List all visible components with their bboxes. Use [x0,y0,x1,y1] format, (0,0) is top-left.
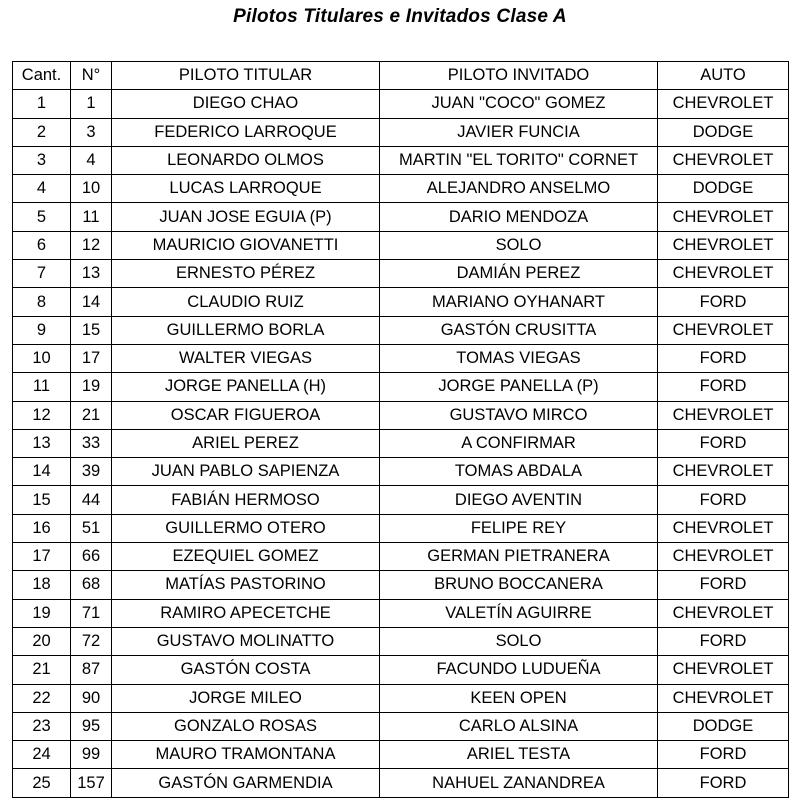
auto-cell: FORD [658,571,789,599]
cant-cell: 3 [13,146,71,174]
number-cell: 10 [71,175,112,203]
auto-cell: FORD [658,486,789,514]
piloto-invitado-cell: CARLO ALSINA [380,712,658,740]
piloto-invitado-cell: DAMIÁN PEREZ [380,260,658,288]
piloto-titular-cell: LUCAS LARROQUE [112,175,380,203]
piloto-titular-cell: MATÍAS PASTORINO [112,571,380,599]
auto-cell: CHEVROLET [658,401,789,429]
cant-cell: 13 [13,429,71,457]
number-cell: 68 [71,571,112,599]
table-row [13,514,789,542]
number-cell: 15 [71,316,112,344]
number-cell: 12 [71,231,112,259]
table-row [13,543,789,571]
auto-cell: CHEVROLET [658,599,789,627]
piloto-invitado-cell: DIEGO AVENTIN [380,486,658,514]
table-row [13,344,789,372]
number-cell: 90 [71,684,112,712]
piloto-invitado-cell: KEEN OPEN [380,684,658,712]
auto-cell: DODGE [658,118,789,146]
piloto-titular-cell: JUAN PABLO SAPIENZA [112,458,380,486]
piloto-titular-cell: GASTÓN GARMENDIA [112,769,380,797]
piloto-invitado-cell: GERMAN PIETRANERA [380,543,658,571]
number-cell: 13 [71,260,112,288]
piloto-titular-cell: GUSTAVO MOLINATTO [112,627,380,655]
auto-cell: CHEVROLET [658,458,789,486]
piloto-invitado-cell: MARIANO OYHANART [380,288,658,316]
cant-cell: 8 [13,288,71,316]
column-header-piloto-invitado: PILOTO INVITADO [380,62,658,90]
table-row [13,203,789,231]
cant-cell: 25 [13,769,71,797]
number-cell: 17 [71,344,112,372]
table-row [13,118,789,146]
auto-cell: CHEVROLET [658,656,789,684]
table-row [13,684,789,712]
column-header-number: N° [71,62,112,90]
piloto-titular-cell: JORGE PANELLA (H) [112,373,380,401]
table-row [13,627,789,655]
cant-cell: 1 [13,90,71,118]
auto-cell: DODGE [658,175,789,203]
auto-cell: CHEVROLET [658,260,789,288]
table-row [13,769,789,797]
table-row [13,599,789,627]
number-cell: 11 [71,203,112,231]
piloto-invitado-cell: GASTÓN CRUSITTA [380,316,658,344]
cant-cell: 11 [13,373,71,401]
table-row [13,429,789,457]
piloto-titular-cell: FABIÁN HERMOSO [112,486,380,514]
table-row [13,571,789,599]
piloto-invitado-cell: VALETÍN AGUIRRE [380,599,658,627]
number-cell: 33 [71,429,112,457]
table-row [13,401,789,429]
piloto-titular-cell: MAURO TRAMONTANA [112,741,380,769]
piloto-invitado-cell: SOLO [380,627,658,655]
cant-cell: 7 [13,260,71,288]
number-cell: 4 [71,146,112,174]
table-body [13,90,789,797]
table-row [13,656,789,684]
number-cell: 66 [71,543,112,571]
cant-cell: 22 [13,684,71,712]
table-row [13,486,789,514]
number-cell: 44 [71,486,112,514]
number-cell: 157 [71,769,112,797]
cant-cell: 16 [13,514,71,542]
table-row [13,741,789,769]
auto-cell: CHEVROLET [658,684,789,712]
piloto-invitado-cell: JORGE PANELLA (P) [380,373,658,401]
table-row [13,316,789,344]
number-cell: 21 [71,401,112,429]
table-row [13,90,789,118]
table-row [13,458,789,486]
auto-cell: CHEVROLET [658,90,789,118]
number-cell: 3 [71,118,112,146]
piloto-invitado-cell: GUSTAVO MIRCO [380,401,658,429]
cant-cell: 15 [13,486,71,514]
cant-cell: 24 [13,741,71,769]
piloto-invitado-cell: FACUNDO LUDUEÑA [380,656,658,684]
number-cell: 1 [71,90,112,118]
piloto-invitado-cell: FELIPE REY [380,514,658,542]
piloto-titular-cell: EZEQUIEL GOMEZ [112,543,380,571]
page-title: Pilotos Titulares e Invitados Clase A [233,6,567,27]
piloto-titular-cell: GUILLERMO OTERO [112,514,380,542]
piloto-titular-cell: JORGE MILEO [112,684,380,712]
number-cell: 14 [71,288,112,316]
auto-cell: DODGE [658,712,789,740]
cant-cell: 17 [13,543,71,571]
auto-cell: CHEVROLET [658,316,789,344]
cant-cell: 10 [13,344,71,372]
piloto-titular-cell: GASTÓN COSTA [112,656,380,684]
piloto-invitado-cell: TOMAS VIEGAS [380,344,658,372]
table-row [13,231,789,259]
cant-cell: 23 [13,712,71,740]
auto-cell: CHEVROLET [658,543,789,571]
auto-cell: FORD [658,373,789,401]
table-row [13,712,789,740]
piloto-titular-cell: ERNESTO PÉREZ [112,260,380,288]
cant-cell: 4 [13,175,71,203]
auto-cell: CHEVROLET [658,146,789,174]
auto-cell: FORD [658,769,789,797]
auto-cell: FORD [658,741,789,769]
auto-cell: CHEVROLET [658,231,789,259]
piloto-titular-cell: ARIEL PEREZ [112,429,380,457]
piloto-invitado-cell: JAVIER FUNCIA [380,118,658,146]
number-cell: 51 [71,514,112,542]
piloto-invitado-cell: DARIO MENDOZA [380,203,658,231]
cant-cell: 2 [13,118,71,146]
piloto-titular-cell: WALTER VIEGAS [112,344,380,372]
auto-cell: CHEVROLET [658,203,789,231]
piloto-invitado-cell: MARTIN "EL TORITO" CORNET [380,146,658,174]
number-cell: 99 [71,741,112,769]
piloto-titular-cell: OSCAR FIGUEROA [112,401,380,429]
cant-cell: 12 [13,401,71,429]
piloto-invitado-cell: TOMAS ABDALA [380,458,658,486]
piloto-invitado-cell: JUAN "COCO" GOMEZ [380,90,658,118]
table-row [13,175,789,203]
piloto-invitado-cell: SOLO [380,231,658,259]
table-row [13,260,789,288]
table-row [13,288,789,316]
piloto-titular-cell: JUAN JOSE EGUIA (P) [112,203,380,231]
piloto-titular-cell: GONZALO ROSAS [112,712,380,740]
number-cell: 72 [71,627,112,655]
cant-cell: 6 [13,231,71,259]
piloto-invitado-cell: ARIEL TESTA [380,741,658,769]
auto-cell: FORD [658,344,789,372]
number-cell: 95 [71,712,112,740]
auto-cell: CHEVROLET [658,514,789,542]
cant-cell: 19 [13,599,71,627]
auto-cell: FORD [658,288,789,316]
table-row [13,373,789,401]
piloto-titular-cell: MAURICIO GIOVANETTI [112,231,380,259]
piloto-invitado-cell: ALEJANDRO ANSELMO [380,175,658,203]
table-row [13,146,789,174]
cant-cell: 21 [13,656,71,684]
piloto-invitado-cell: A CONFIRMAR [380,429,658,457]
column-header-piloto-titular: PILOTO TITULAR [112,62,380,90]
table-header-row [13,62,789,90]
piloto-titular-cell: DIEGO CHAO [112,90,380,118]
number-cell: 71 [71,599,112,627]
number-cell: 87 [71,656,112,684]
piloto-titular-cell: GUILLERMO BORLA [112,316,380,344]
cant-cell: 5 [13,203,71,231]
piloto-titular-cell: RAMIRO APECETCHE [112,599,380,627]
column-header-auto: AUTO [658,62,789,90]
piloto-invitado-cell: BRUNO BOCCANERA [380,571,658,599]
auto-cell: FORD [658,627,789,655]
cant-cell: 14 [13,458,71,486]
cant-cell: 18 [13,571,71,599]
piloto-titular-cell: CLAUDIO RUIZ [112,288,380,316]
cant-cell: 20 [13,627,71,655]
cant-cell: 9 [13,316,71,344]
piloto-titular-cell: FEDERICO LARROQUE [112,118,380,146]
piloto-titular-cell: LEONARDO OLMOS [112,146,380,174]
column-header-cant: Cant. [13,62,71,90]
piloto-invitado-cell: NAHUEL ZANANDREA [380,769,658,797]
auto-cell: FORD [658,429,789,457]
number-cell: 19 [71,373,112,401]
number-cell: 39 [71,458,112,486]
drivers-table [12,61,789,798]
